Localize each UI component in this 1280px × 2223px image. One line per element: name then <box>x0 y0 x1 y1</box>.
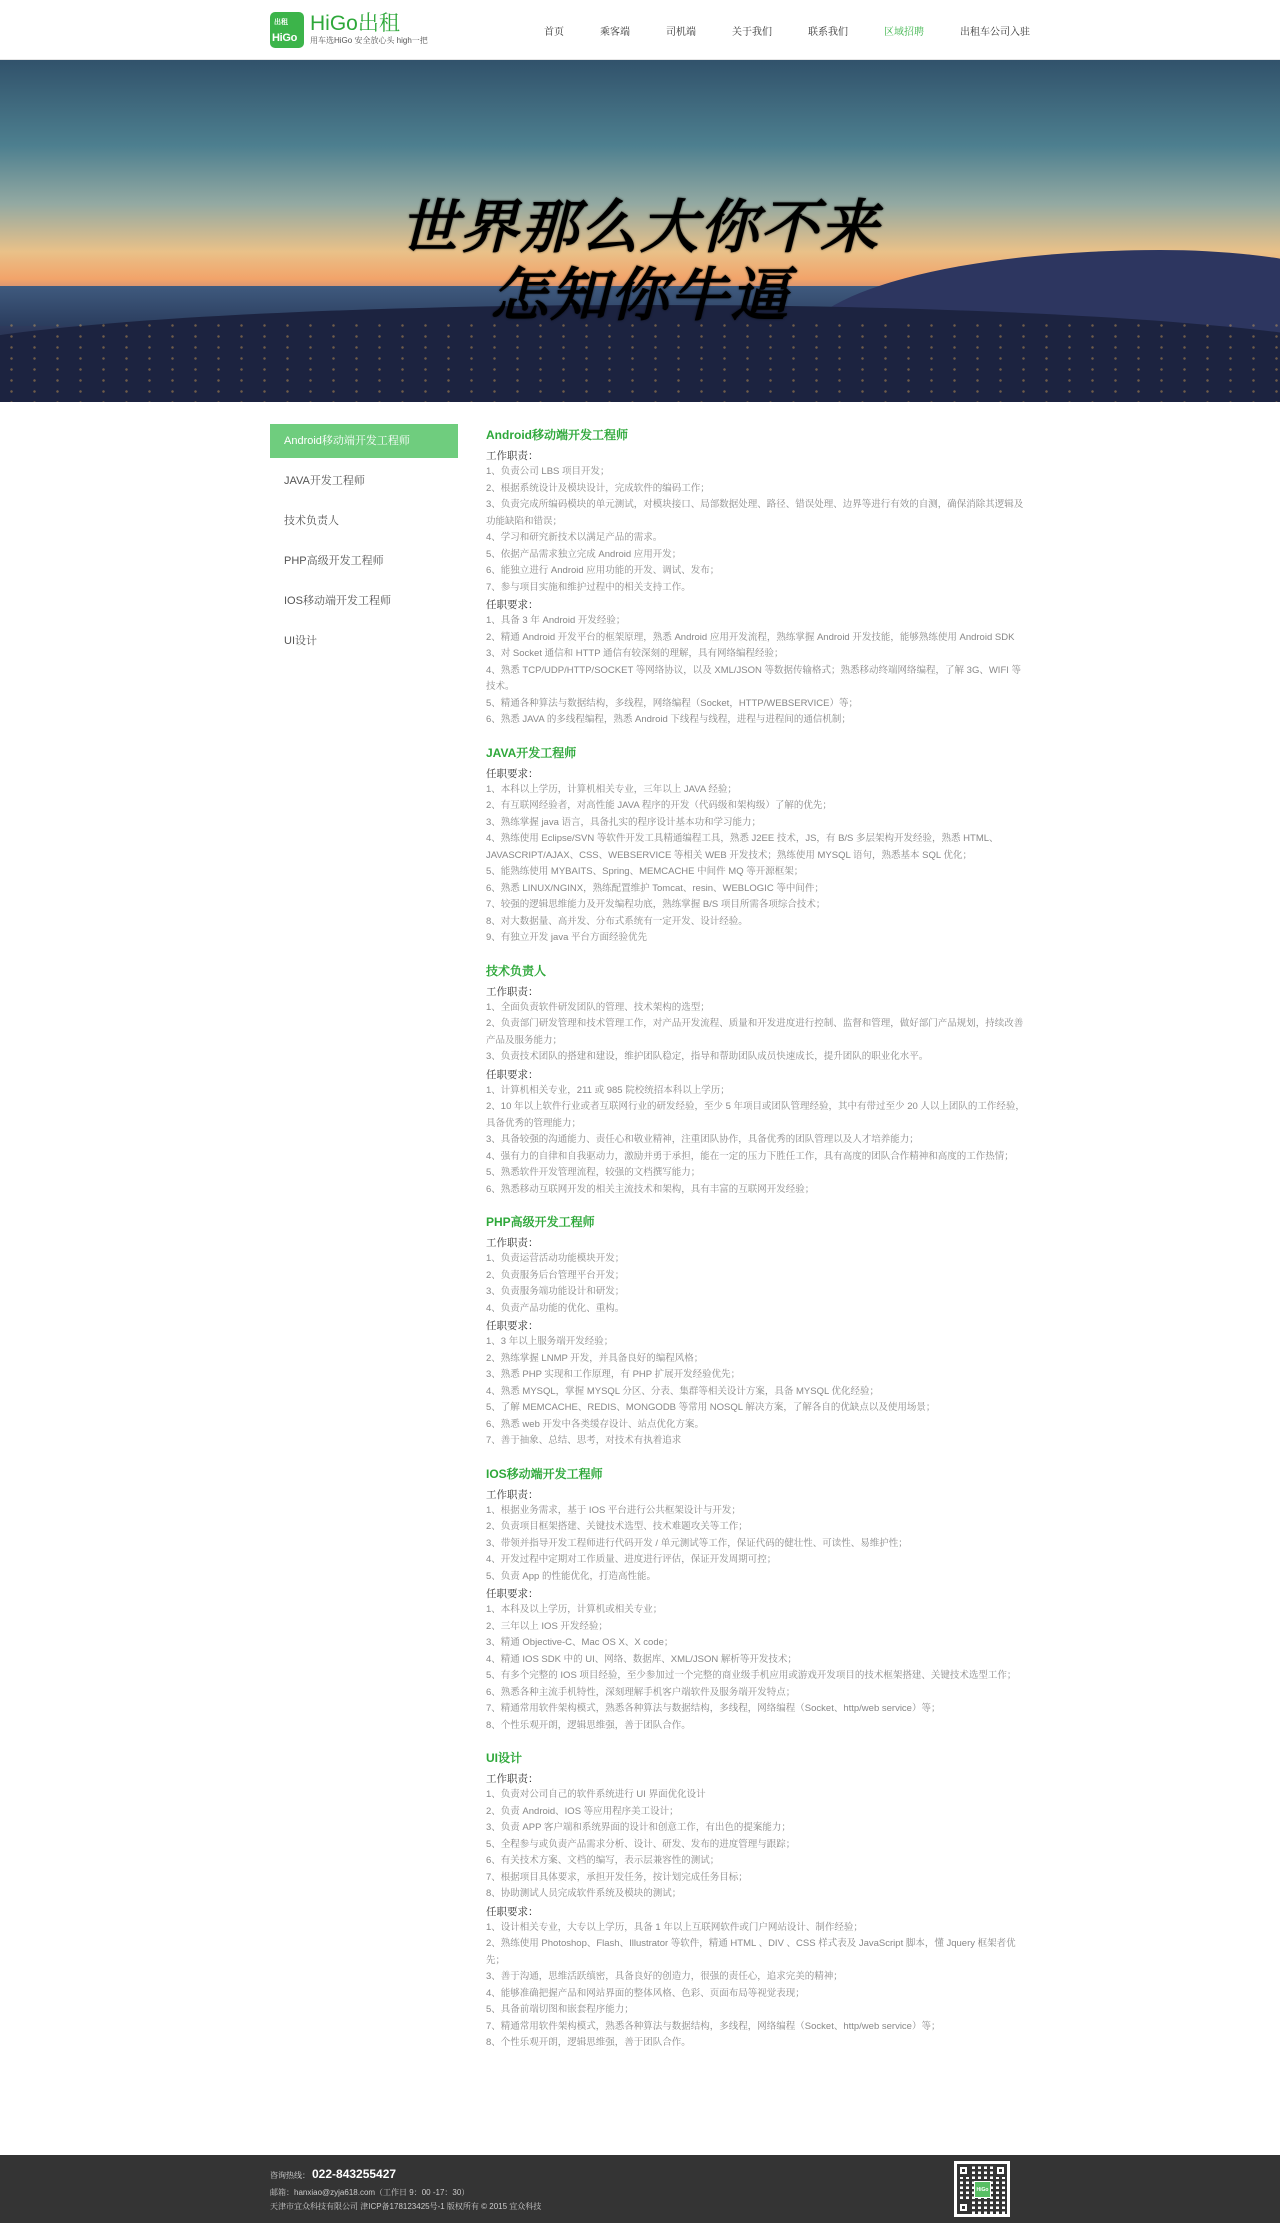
list-item: 1、负责运营活动功能模块开发； <box>486 1253 625 1264</box>
list-item: 2、负责部门研发管理和技术管理工作，对产品开发流程、质量和开发进度进行控制、监督和管理，做好部门产品规划，持续改善产品及服务能力； <box>486 1018 1024 1046</box>
job-title: JAVA开发工程师 <box>486 745 577 760</box>
list-item: 5、全程参与或负责产品需求分析、设计、研发、发布的进度管理与跟踪； <box>486 1838 796 1850</box>
list-item: 7、较强的逻辑思维能力及开发编程功底，熟练掌握 B/S 项目所需各项综合技术； <box>486 899 826 910</box>
list-item: 3、负责完成所编码模块的单元测试，对模块接口、局部数据处理、路径、错误处理、边界等进行有效的自测，确保消除其逻辑及功能缺陷和错误； <box>486 499 1024 527</box>
section-heading: 工作职责： <box>486 1773 539 1785</box>
list-item: 2、有互联网经验者，对高性能 JAVA 程序的开发（代码级和架构级）了解的优先； <box>486 800 832 811</box>
sidebar-item-ios[interactable]: IOS移动端开发工程师 <box>284 595 391 607</box>
nav-recruitment[interactable]: 区域招聘 <box>884 26 924 38</box>
list-item: 3、负责 APP 客户端和系统界面的设计和创意工作，有出色的提案能力； <box>486 1822 791 1833</box>
list-item: 8、对大数据量、高并发、分布式系统有一定开发、设计经验。 <box>486 915 748 927</box>
job-title: Android移动端开发工程师 <box>486 428 628 442</box>
list-item: 4、熟悉 TCP/UDP/HTTP/SOCKET 等网络协议，以及 XML/JSON 等数据传输格式；熟悉移动终端网络编程，了解 3G、WIFI 等技术。 <box>486 664 1022 692</box>
nav-driver[interactable]: 司机端 <box>666 26 696 38</box>
section-heading: 任职要求： <box>486 1588 539 1600</box>
nav-contact[interactable]: 联系我们 <box>808 26 848 38</box>
banner-city-lights <box>0 320 1280 402</box>
list-item: 6、有关技术方案、文档的编写，表示层兼容性的测试； <box>486 1855 720 1866</box>
logo-badge-big-text: HiGo <box>272 32 298 44</box>
list-item: 5、能熟练使用 MYBAITS、Spring、MEMCACHE 中间件 MQ 等开源框架； <box>486 866 804 877</box>
list-item: 1、负责公司 LBS 项目开发； <box>486 466 610 477</box>
banner-slogan-line1: 世界那么大你不来 <box>399 193 880 261</box>
section-heading: 任职要求： <box>486 767 539 780</box>
section-heading: 任职要求： <box>486 1068 539 1081</box>
job-block <box>486 1213 1026 1450</box>
section-heading: 工作职责： <box>486 985 539 998</box>
section-heading: 工作职责： <box>486 1237 539 1249</box>
list-item: 3、善于沟通，思维活跃缜密，具备良好的创造力，很强的责任心，追求完美的精神； <box>486 1971 843 1982</box>
list-item: 3、对 Socket 通信和 HTTP 通信有较深刻的理解，具有网络编程经验； <box>486 648 784 659</box>
job-block <box>486 962 1026 1199</box>
job-sidebar <box>270 424 458 2132</box>
list-item: 1、负责对公司自己的软件系统进行 UI 界面优化设计 <box>486 1789 706 1800</box>
list-item: 2、10 年以上软件行业或者互联网行业的研发经验，至少 5 年项目或团队管理经验，其中有带过至少 20 人以上团队的工作经验，具备优秀的管理能力； <box>486 1101 1025 1129</box>
list-item: 4、能够准确把握产品和网站界面的整体风格、色彩、页面布局等视觉表现； <box>486 1987 805 1999</box>
list-item: 5、熟悉软件开发管理流程，较强的文档撰写能力； <box>486 1167 701 1178</box>
hotline-number: 022-843255427 <box>312 2167 397 2181</box>
qr-code-icon <box>954 2161 1010 2217</box>
list-item: 6、熟悉 JAVA 的多线程编程，熟悉 Android 下线程与线程，进程与进程间的通信机制； <box>486 714 851 725</box>
job-title: 技术负责人 <box>486 963 547 978</box>
list-item: 7、善于抽象、总结、思考，对技术有执着追求 <box>486 1435 682 1446</box>
list-item: 4、熟练使用 Eclipse/SVN 等软件开发工具精通编程工具，熟悉 J2EE 技术，JS，有 B/S 多层架构开发经验，熟悉 HTML、JAVASCRIPT/AJAX、CSS、WEBSERVICE 等相关 WEB 开发技术；熟练使用 MYSQL 语句，熟悉基本 SQL 优化； <box>486 833 999 861</box>
footer-email: 邮箱：hanxiao@zyja618.com（工作日 9：00 -17：30） <box>270 2188 470 2197</box>
logo-slogan: 用车选HiGo 安全放心头 high一把 <box>310 36 428 45</box>
site-header <box>0 0 1280 60</box>
list-item: 3、带领并指导开发工程师进行代码开发 / 单元测试等工作，保证代码的健壮性、可读性、易维护性； <box>486 1537 908 1549</box>
section-heading: 任职要求： <box>486 1320 539 1332</box>
list-item: 2、熟练使用 Photoshop、Flash、Illustrator 等软件，精通 HTML 、DIV 、CSS 样式表及 JavaScript 脚本，懂 Jquery 框架者优先； <box>486 1938 1016 1966</box>
section-heading: 工作职责： <box>486 1488 539 1501</box>
list-item: 1、全面负责软件研发团队的管理、技术架构的选型； <box>486 1001 710 1013</box>
list-item: 5、具备前端切图和嵌套程序能力； <box>486 2004 634 2015</box>
list-item: 2、三年以上 IOS 开发经验； <box>486 1620 608 1632</box>
logo-badge-small-text: 出租 <box>274 19 288 26</box>
list-item: 4、开发过程中定期对工作质量、进度进行评估，保证开发周期可控； <box>486 1554 777 1565</box>
list-item: 7、精通常用软件架构模式，熟悉各种算法与数据结构，多线程，网络编程（Socket、http/web service）等； <box>486 2020 941 2032</box>
list-item: 1、根据业务需求，基于 IOS 平台进行公共框架设计与开发； <box>486 1504 741 1516</box>
nav-passenger[interactable]: 乘客端 <box>600 26 630 38</box>
list-item: 2、负责服务后台管理平台开发； <box>486 1269 625 1281</box>
list-item: 4、精通 IOS SDK 中的 UI、网络、数据库、XML/JSON 解析等开发技术； <box>486 1653 797 1665</box>
list-item: 4、熟悉 MYSQL，掌握 MYSQL 分区、分表、集群等相关设计方案，具备 MYSQL 优化经验； <box>486 1385 880 1397</box>
list-item: 7、精通常用软件架构模式，熟悉各种算法与数据结构，多线程，网络编程（Socket、http/web service）等； <box>486 1703 941 1714</box>
sidebar-item-tech-lead[interactable]: 技术负责人 <box>284 515 339 527</box>
job-block <box>486 1749 1026 2052</box>
list-item: 1、具备 3 年 Android 开发经验； <box>486 615 626 626</box>
main-content <box>270 402 1030 2132</box>
list-item: 3、具备较强的沟通能力、责任心和敬业精神，注重团队协作，具备优秀的团队管理以及人才培养能力； <box>486 1134 919 1145</box>
list-item: 3、负责技术团队的搭建和建设，维护团队稳定，指导和帮助团队成员快速成长，提升团队的职业化水平。 <box>486 1051 929 1062</box>
job-title: PHP高级开发工程师 <box>486 1215 595 1229</box>
list-item: 4、学习和研究新技术以满足产品的需求。 <box>486 532 663 543</box>
job-title: UI设计 <box>486 1751 523 1765</box>
list-item: 8、协助测试人员完成软件系统及模块的测试； <box>486 1888 682 1899</box>
list-item: 1、本科及以上学历，计算机或相关专业； <box>486 1604 663 1615</box>
list-item: 6、熟悉 LINUX/NGINX，熟练配置维护 Tomcat、resin、WEBLOGIC 等中间件； <box>486 882 824 894</box>
nav-home[interactable]: 首页 <box>544 26 564 38</box>
job-title: IOS移动端开发工程师 <box>486 1466 603 1481</box>
section-heading: 工作职责： <box>486 450 539 462</box>
list-item: 2、负责项目框架搭建、关键技术选型、技术难题攻关等工作； <box>486 1521 748 1532</box>
footer-hotline <box>270 2167 396 2181</box>
list-item: 5、有多个完整的 IOS 项目经验，至少参加过一个完整的商业级手机应用或游戏开发项目的技术框架搭建、关键技术选型工作； <box>486 1670 1017 1681</box>
nav-about[interactable]: 关于我们 <box>732 26 772 38</box>
footer-copyright: 天津市宜众科技有限公司 津ICP备178123425号-1 版权所有 © 2015 宜众科技 <box>270 2202 542 2211</box>
sidebar-item-java[interactable]: JAVA开发工程师 <box>284 475 365 487</box>
list-item: 7、根据项目具体要求，承担开发任务，按计划完成任务目标； <box>486 1871 748 1883</box>
list-item: 1、本科以上学历，计算机相关专业，三年以上 JAVA 经验； <box>486 783 737 795</box>
list-item: 3、熟练掌握 java 语言，具备扎实的程序设计基本功和学习能力； <box>486 816 761 828</box>
job-block <box>486 744 1026 947</box>
sidebar-item-ui[interactable]: UI设计 <box>284 635 317 647</box>
logo-link[interactable] <box>270 12 428 48</box>
section-heading: 任职要求： <box>486 599 539 611</box>
list-item: 5、精通各种算法与数据结构，多线程，网络编程（Socket，HTTP/WEBSERVICE）等； <box>486 697 858 709</box>
sidebar-item-php[interactable]: PHP高级开发工程师 <box>284 555 384 567</box>
section-heading: 任职要求： <box>486 1905 539 1918</box>
nav-taxi-company-join[interactable]: 出租车公司入驻 <box>960 26 1030 38</box>
list-item: 5、依据产品需求独立完成 Android 应用开发； <box>486 548 682 560</box>
banner-slogan-line2: 怎知你牛逼 <box>489 261 790 329</box>
list-item: 1、3 年以上服务端开发经验； <box>486 1336 614 1347</box>
list-item: 2、负责 Android、IOS 等应用程序美工设计； <box>486 1805 679 1817</box>
list-item: 6、熟悉各种主流手机特性，深刻理解手机客户端软件及服务端开发特点； <box>486 1686 796 1698</box>
list-item: 9、有独立开发 java 平台方面经验优先 <box>486 932 647 943</box>
list-item: 2、根据系统设计及模块设计，完成软件的编码工作； <box>486 482 710 494</box>
job-listings <box>486 424 1026 2132</box>
list-item: 2、精通 Android 开发平台的框架原理，熟悉 Android 应用开发流程，熟练掌握 Android 开发技能，能够熟练使用 Android SDK <box>486 631 1015 643</box>
list-item: 2、熟练掌握 LNMP 开发，并具备良好的编程风格； <box>486 1352 704 1364</box>
list-item: 1、计算机相关专业，211 或 985 院校统招本科以上学历； <box>486 1084 730 1096</box>
list-item: 6、熟悉 web 开发中各类缓存设计、站点优化方案。 <box>486 1418 704 1430</box>
job-block <box>486 426 1026 729</box>
job-block <box>486 1465 1026 1735</box>
hero-banner <box>0 60 1280 402</box>
hotline-label: 咨询热线： <box>270 2171 310 2180</box>
site-footer <box>0 2155 1280 2223</box>
logo-title: HiGo出租 <box>310 12 400 35</box>
logo-icon <box>270 12 304 48</box>
list-item: 7、参与项目实施和维护过程中的相关支持工作。 <box>486 581 691 593</box>
list-item: 3、熟悉 PHP 实现和工作原理，有 PHP 扩展开发经验优先； <box>486 1369 741 1380</box>
list-item: 5、负责 App 的性能优化，打造高性能。 <box>486 1570 656 1582</box>
list-item: 3、精通 Objective-C、Mac OS X、X code； <box>486 1637 674 1648</box>
list-item: 4、负责产品功能的优化、重构。 <box>486 1302 625 1314</box>
list-item: 8、个性乐观开朗，逻辑思维强，善于团队合作。 <box>486 1719 691 1731</box>
list-item: 1、设计相关专业，大专以上学历，具备 1 年以上互联网软件或门户网站设计、制作经验； <box>486 1921 863 1933</box>
main-nav <box>508 0 1030 60</box>
list-item: 3、负责服务端功能设计和研发； <box>486 1286 625 1297</box>
list-item: 4、强有力的自律和自我驱动力，激励并勇于承担，能在一定的压力下胜任工作，具有高度的团队合作精神和高度的工作热情； <box>486 1150 1014 1162</box>
list-item: 6、熟悉移动互联网开发的相关主流技术和架构，具有丰富的互联网开发经验； <box>486 1183 815 1195</box>
sidebar-item-android[interactable]: Android移动端开发工程师 <box>270 424 458 458</box>
list-item: 8、个性乐观开朗，逻辑思维强，善于团队合作。 <box>486 2037 691 2048</box>
list-item: 6、能独立进行 Android 应用功能的开发、调试、发布； <box>486 565 720 576</box>
qr-logo: HiGo <box>974 2181 991 2198</box>
list-item: 5、了解 MEMCACHE、REDIS、MONGODB 等常用 NOSQL 解决方案，了解各自的优缺点以及使用场景； <box>486 1402 936 1413</box>
